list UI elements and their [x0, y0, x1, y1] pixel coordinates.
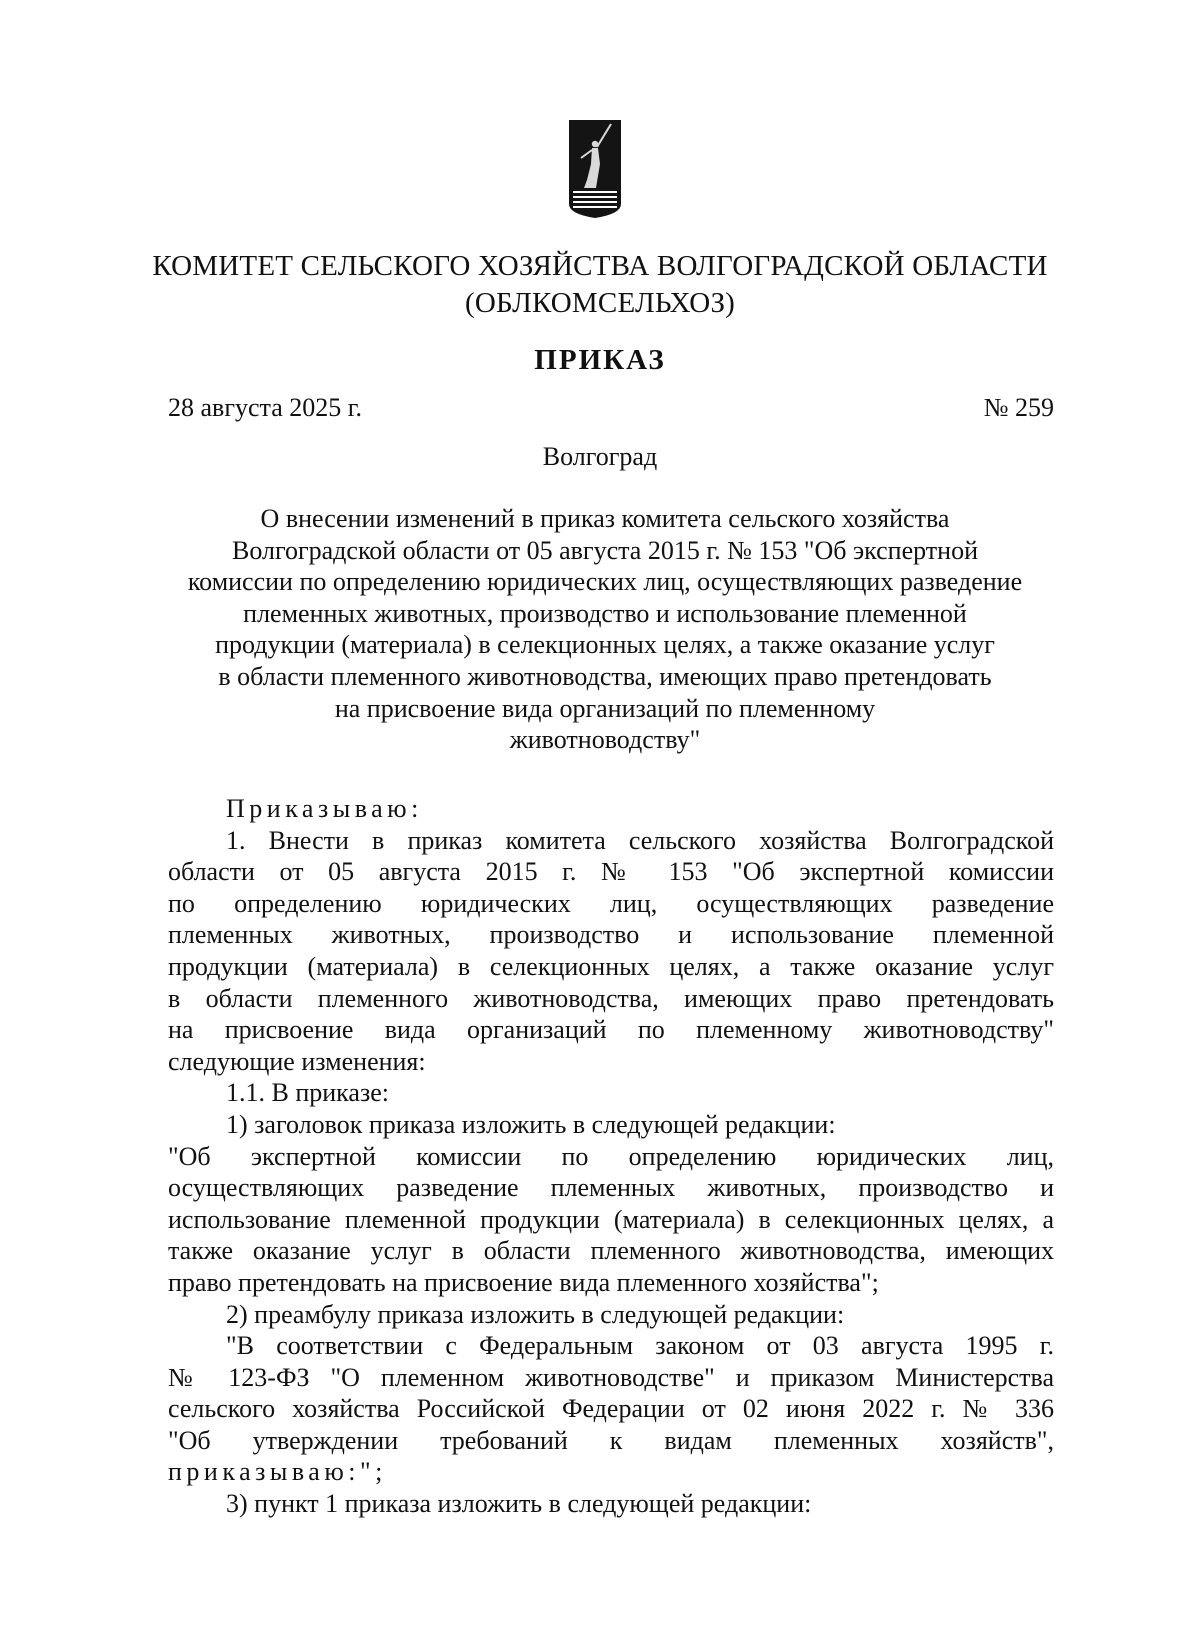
subject-line: О внесении изменений в приказ комитета сельского хозяйства	[260, 504, 950, 533]
quote-line: осуществляющих разведение племенных животных, производство и	[168, 1173, 1054, 1203]
paragraph-line: племенных животных, производство и использование племенной	[168, 920, 1054, 950]
paragraph-line: области от 05 августа 2015 г. № 153 "Об экспертной комиссии	[168, 857, 1054, 887]
document-number: № 259	[983, 393, 1054, 422]
quote-line: использование племенной продукции (материала) в селекционных целях, а	[168, 1204, 1054, 1234]
coat-of-arms-icon	[567, 118, 623, 220]
document-subject	[150, 503, 1060, 756]
document-body	[168, 793, 1054, 1520]
paragraph-line: следующие изменения:	[168, 1046, 426, 1076]
subject-line: племенных животных, производство и использование племенной	[243, 598, 967, 628]
organization-abbreviation: (ОБЛКОМСЕЛЬХОЗ)	[464, 287, 736, 319]
list-item: 3) пункт 1 приказа изложить в следующей редакции:	[226, 1489, 812, 1519]
document-type-title: ПРИКАЗ	[534, 344, 666, 376]
subject-line: комиссии по определению юридических лиц, осуществляющих разведение	[187, 567, 1023, 597]
subject-line: животноводству"	[509, 725, 701, 755]
document-date: 28 августа 2025 г.	[168, 393, 362, 422]
paragraph-line: в области племенного животноводства, имеющих право претендовать	[168, 983, 1054, 1013]
subject-line: продукции (материала) в селекционных целях, а также оказание услуг	[215, 630, 995, 660]
quote-line: "Об экспертной комиссии по определению юридических лиц,	[168, 1141, 1054, 1171]
paragraph-line: по определению юридических лиц, осуществляющих разведение	[168, 888, 1054, 918]
quote-line: приказываю:";	[168, 1457, 387, 1487]
quote-line: "В соответствии с Федеральным законом от 03 августа 1995 г.	[226, 1331, 1054, 1361]
quote-line: № 123-ФЗ "О племенном животноводстве" и приказом Министерства	[168, 1362, 1054, 1392]
list-item: 1) заголовок приказа изложить в следующей редакции:	[226, 1109, 836, 1139]
paragraph-line: продукции (материала) в селекционных целях, а также оказание услуг	[168, 951, 1054, 981]
quote-line: "Об утверждении требований к видам племенных хозяйств",	[168, 1425, 1054, 1455]
list-item: 2) преамбулу приказа изложить в следующей редакции:	[226, 1299, 845, 1329]
subject-line: Волгоградской области от 05 августа 2015 г. № 153 "Об экспертной	[231, 535, 978, 565]
paragraph-line: 1. Внести в приказ комитета сельского хозяйства Волгоградской	[226, 825, 1054, 855]
document-city: Волгоград	[542, 442, 658, 471]
order-word: Приказываю:	[226, 794, 423, 823]
subject-line: на присвоение вида организаций по племенному	[334, 693, 876, 723]
subsection-heading: 1.1. В приказе:	[226, 1078, 389, 1108]
paragraph-line: на присвоение вида организаций по племенному животноводству"	[168, 1015, 1054, 1045]
quote-line: право претендовать на присвоение вида племенного хозяйства";	[168, 1267, 879, 1297]
organization-name: КОМИТЕТ СЕЛЬСКОГО ХОЗЯЙСТВА ВОЛГОГРАДСКОЙ ОБЛАСТИ	[152, 250, 1048, 282]
quote-line: также оказание услуг в области племенного животноводства, имеющих	[168, 1236, 1054, 1266]
quote-line: сельского хозяйства Российской Федерации от 02 июня 2022 г. № 336	[168, 1394, 1054, 1424]
subject-line: в области племенного животноводства, имеющих право претендовать	[218, 661, 992, 691]
